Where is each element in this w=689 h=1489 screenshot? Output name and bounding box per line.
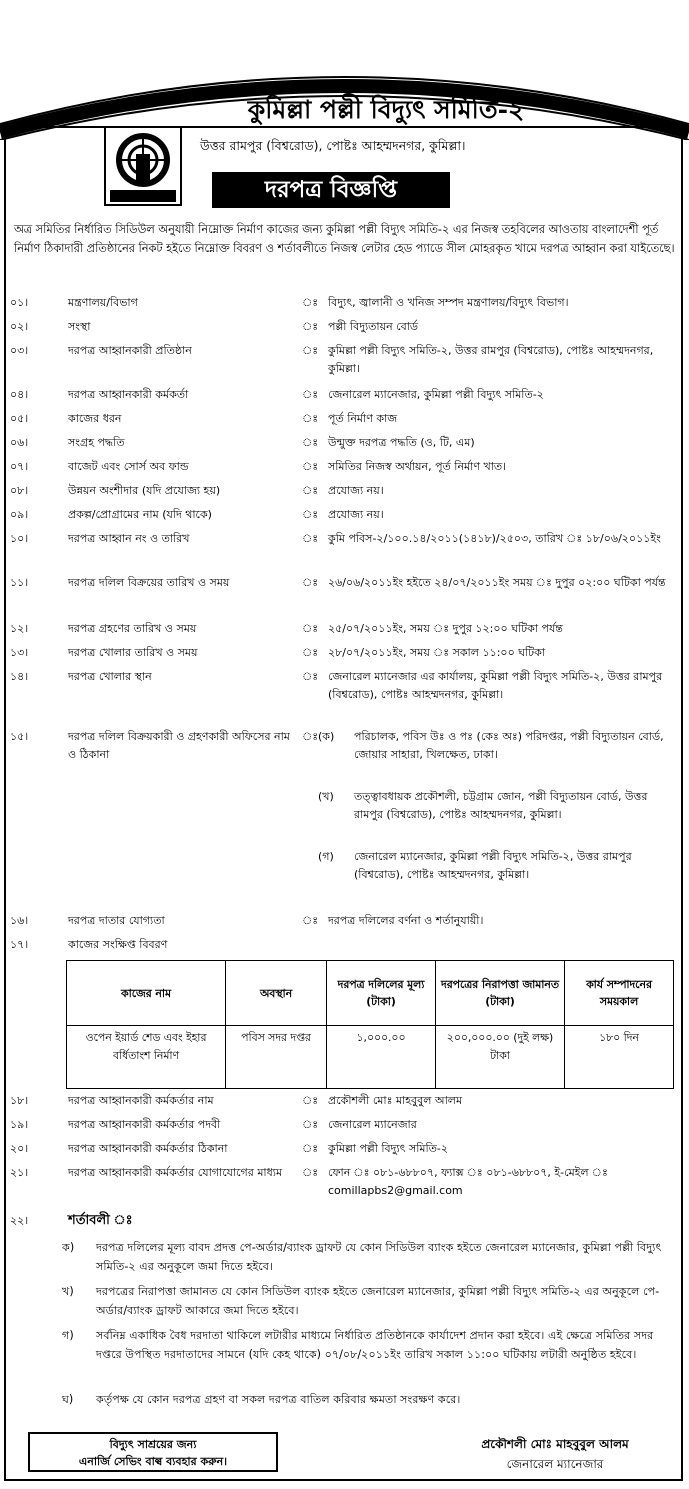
item-separator: ঃ [302,388,319,401]
item-separator: ঃ [302,320,319,333]
item-number: ০৭। [10,460,29,473]
item-value: উন্মুক্ত দরপত্র পদ্ধতি (ও, টি, এম) [328,436,475,449]
item-label: প্রকল্প/প্রোগ্রামের নাম (যদি থাকে) [68,508,212,521]
item-label: মন্ত্রণালয়/বিভাগ [68,296,138,309]
item-value: বিদ্যুৎ, জ্বালানী ও খনিজ সম্পদ মন্ত্রণালয়/বিদ্যুৎ বিভাগ। [328,296,569,309]
item-separator: ঃ [302,576,319,589]
item-label: সংস্থা [68,320,91,333]
energy-saving-line1: বিদ্যুৎ সাশ্রয়ের জন্য [109,1438,197,1451]
item-number: ১১। [10,576,29,589]
item-value: পল্লী বিদ্যুতায়ন বোর্ড [328,320,419,333]
item-number: ০৩। [10,344,29,357]
item-value: প্রযোজ্য নয়। [328,508,384,521]
item-label: দরপত্র আহ্বানকারী প্রতিষ্ঠান [68,344,192,357]
item-number: ০৬। [10,436,29,449]
item-number: ০৯। [10,508,29,521]
item-number: ১৪। [10,670,29,683]
item-separator: ঃ [302,1118,319,1131]
energy-saving-line2: এনার্জি সেভিং বাল্ব ব্যবহার করুন। [78,1455,228,1468]
condition-text: দরপত্র দলিলের মূল্য বাবদ প্রদত্ত পে-অর্ডার/ব্যাংক ড্রাফট যে কোন সিডিউল ব্যাংক হইতে জেনারেল ম্যানেজার, কুমিল্লা পল্লী বিদ্যুৎ সমিতি-২ এর অনুকূলে জমা দিতে হইবে। [96,1241,662,1273]
item-value: জেনারেল ম্যানেজার এর কার্যালয়, কুমিল্লা পল্লী বিদ্যুৎ সমিতি-২, উত্তর রামপুর (বিশ্বরোড), পোষ্টঃ আহম্মদনগর, কুমিল্লা। [328,670,663,701]
item-separator: ঃ [302,622,319,635]
item-separator: ঃ [302,670,319,683]
item-number: ০৮। [10,484,29,497]
item-separator: ঃ [302,914,319,927]
condition-marker: গ) [62,1329,74,1342]
intro-paragraph: অত্র সমিতির নির্ধারিত সিডিউল অনুযায়ী নিম্নোক্ত নির্মাণ কাজের জন্য কুমিল্লা পল্লী বিদ্যুৎ সমিতি-২ এর নিজস্ব তহবিলের আওতায় বাংলাদেশী পূর্ত নির্মাণ ঠিকাদারী প্রতিষ্ঠানের নিকট হইতে নিম্নোক্ত বিবরণ ও শর্তাবলীতে নিজস্ব লেটার হেড প্যাডে সীল মোহরকৃত খামে দরপত্র আহ্বান করা যাইতেছে। [14,223,675,255]
item-separator: ঃ [302,484,319,497]
item-label: দরপত্র দাতার যোগ্যতা [68,914,165,927]
signatory-title: জেনারেল ম্যানেজার [506,1457,604,1471]
item-number: ২১। [10,1166,29,1179]
col-completion-time: কার্য সম্পাদনের সময়কাল [565,961,674,1026]
table-header-row [67,961,674,1026]
item-value: পূর্ত নির্মাণ কাজ [328,412,398,425]
item-label: বাজেট এবং সোর্স অব ফান্ড [68,460,189,473]
item-label: উন্নয়ন অংশীদার (যদি প্রযোজ্য হয়) [68,484,221,497]
item-value: ২৮/০৭/২০১১ইং, সময় ঃ সকাল ১১:০০ ঘটিকা [328,646,546,659]
work-summary-table [66,960,674,1089]
item-separator: ঃ [302,1142,319,1155]
item-value: কুমিল্লা পল্লী বিদ্যুৎ সমিতি-২, উত্তর রামপুর (বিশ্বরোড), পোষ্টঃ আহম্মদনগর, কুমিল্লা। [328,344,654,375]
org-address: উত্তর রামপুর (বিশ্বরোড), পোষ্টঃ আহম্মদনগর, কুমিল্লা। [200,138,466,153]
item-separator: ঃ [302,1166,319,1179]
item-separator: ঃ [302,460,319,473]
item-label: দরপত্র আহ্বানকারী কর্মকর্তার পদবী [68,1118,221,1131]
item-value: ২৬/০৬/২০১১ইং হইতে ২৪/০৭/২০১১ইং সময় ঃ দুপুর ০২:০০ ঘটিকা পর্যন্ত [328,576,666,589]
item-separator: ঃ [302,296,319,309]
item-number: ১৮। [10,1094,29,1107]
condition-text: সর্বনিম্ন একাধিক বৈধ দরদাতা থাকিলে লটারীর মাধ্যমে নির্ধারিত প্রতিষ্ঠানকে কার্যাদেশ প্রদান করা হইবে। এই ক্ষেত্রে সমিতির সদর দপ্তরে উপস্থিত দরদাতাদের সামনে (যদি কেহ থাকে) ০৭/০৮/২০১১ইং তারিখ সকাল ১১:০০ ঘটিকায় লটারী অনুষ্ঠিত হইবে। [96,1329,654,1361]
item-label: দরপত্র গ্রহণের তারিখ ও সময় [68,622,197,635]
condition-text: দরপত্রের নিরাপত্তা জামানত যে কোন সিডিউল ব্যাংক হইতে জেনারেল ম্যানেজার, কুমিল্লা পল্লী বিদ্যুৎ সমিতি-২ এর অনুকূলে পে-অর্ডার/ব্যাংক ড্রাফট আকারে জমা দিতে হইবে। [96,1285,660,1317]
condition-marker: ঘ) [62,1393,74,1406]
item-separator: ঃ [302,646,319,659]
table-row [67,1026,674,1089]
item-number: ২২। [10,1214,29,1227]
item-label: কাজের ধরন [68,412,122,425]
signatory-name: প্রকৌশলী মোঃ মাহবুবুল আলম [481,1437,629,1451]
notice-title: দরপত্র বিজ্ঞপ্তি [212,172,450,208]
cell-location: পবিস সদর দপ্তর [226,1026,327,1089]
item-separator: ঃ [302,730,319,743]
item-label: দরপত্র আহ্বানকারী কর্মকর্তার যোগাযোগের মাধ্যম [68,1166,283,1179]
cell-work-name: ওপেন ইয়ার্ড শেড এবং ইহার বর্ধিতাংশ নির্মাণ [67,1026,226,1089]
item-label: কাজের সংক্ষিপ্ত বিবরণ [68,938,168,951]
item-number: ১০। [10,532,29,545]
item-number: ১২। [10,622,29,635]
cell-document-price: ১,০০০.০০ [327,1026,436,1089]
item-value: প্রযোজ্য নয়। [328,484,384,497]
item-separator: ঃ [302,412,319,425]
item-separator: ঃ [302,436,319,449]
item-separator: ঃ [302,1094,319,1107]
item-value: জেনারেল ম্যানেজার [328,1118,417,1131]
item-value: কুমি পবিস-২/১০০.১৪/২০১১(১৪১৮)/২৫০৩, তারিখ ঃ ১৮/০৬/২০১১ইং [328,532,661,545]
signature-block [430,1434,680,1474]
item-label: দরপত্র আহ্বানকারী কর্মকর্তার নাম [68,1094,214,1107]
item-value: দরপত্র দলিলের বর্ণনা ও শর্তানুযায়ী। [328,914,484,927]
item-value: ২৫/০৭/২০১১ইং, সময় ঃ দুপুর ১২:০০ ঘটিকা পর্যন্ত [328,622,563,635]
item-value: কুমিল্লা পল্লী বিদ্যুৎ সমিতি-২ [328,1142,449,1155]
office-marker: (খ) [318,790,334,803]
item-number: ০৪। [10,388,29,401]
item-number: ২০। [10,1142,29,1155]
item-number: ১৫। [10,730,29,743]
item-label: দরপত্র দলিল বিক্রয়কারী ও গ্রহণকারী অফিসের নাম ও ঠিকানা [68,730,290,761]
item-number: ০২। [10,320,29,333]
item-label: দরপত্র খোলার তারিখ ও সময় [68,646,198,659]
item-label: সংগ্রহ পদ্ধতি [68,436,125,449]
item-label: দরপত্র আহ্বান নং ও তারিখ [68,532,190,545]
col-work-name: কাজের নাম [67,961,226,1026]
org-logo [104,126,182,206]
condition-marker: খ) [62,1285,74,1298]
condition-text: কর্তৃপক্ষ যে কোন দরপত্র গ্রহণ বা সকল দরপত্র বাতিল করিবার ক্ষমতা সংরক্ষণ করে। [96,1393,461,1406]
office-marker: (ক) [318,730,335,743]
item-separator: ঃ [302,532,319,545]
office-marker: (গ) [318,850,334,863]
item-value: সমিতির নিজস্ব অর্থায়ন, পূর্ত নির্মাণ খাত। [328,460,507,473]
logo-emblem-icon [106,128,180,204]
office-address: জেনারেল ম্যানেজার, কুমিল্লা পল্লী বিদ্যুৎ সমিতি-২, উত্তর রামপুর (বিশ্বরোড), পোষ্টঃ আহম্মদনগর, কুমিল্লা। [354,850,632,881]
office-address: পরিচালক, পবিস উঃ ও পঃ (কেঃ অঃ) পরিদপ্তর, পল্লী বিদ্যুতায়ন বোর্ড, জোয়ার সাহারা, খিলক্ষেত, ঢাকা। [354,730,664,761]
energy-saving-box [28,1432,278,1472]
item-value: জেনারেল ম্যানেজার, কুমিল্লা পল্লী বিদ্যুৎ সমিতি-২ [328,388,544,401]
cell-security-deposit: ২০০,০০০.০০ (দুই লক্ষ) টাকা [436,1026,565,1089]
office-address: তত্ত্বাবধায়ক প্রকৌশলী, চট্টগ্রাম জোন, পল্লী বিদ্যুতায়ন বোর্ড, উত্তর রামপুর (বিশ্বরোড), পোষ্টঃ আহম্মদনগর, কুমিল্লা। [354,790,648,821]
col-location: অবস্থান [226,961,327,1026]
item-label: দরপত্র খোলার স্থান [68,670,152,683]
item-number: ১৩। [10,646,29,659]
item-label: দরপত্র আহ্বানকারী কর্মকর্তার ঠিকানা [68,1142,228,1155]
item-label: দরপত্র আহ্বানকারী কর্মকর্তা [68,388,189,401]
item-value: প্রকৌশলী মোঃ মাহবুবুল আলম [328,1094,463,1107]
item-value: ফোন ঃ ০৮১-৬৮৮০৭, ফ্যাক্স ঃ ০৮১-৬৮৮০৭, ই-মেইল ঃ comillapbs2@gmail.com [328,1166,608,1197]
cell-completion-time: ১৮০ দিন [565,1026,674,1089]
col-document-price: দরপত্র দলিলের মূল্য (টাকা) [327,961,436,1026]
item-number: ১৯। [10,1118,29,1131]
item-number: ০১। [10,296,29,309]
condition-marker: ক) [62,1241,75,1254]
item-separator: ঃ [302,508,319,521]
org-name: কুমিল্লা পল্লী বিদ্যুৎ সমিতি-২ [247,95,525,124]
item-number: ১৬। [10,914,29,927]
item-number: ১৭। [10,938,29,951]
item-label: দরপত্র দলিল বিক্রয়ের তারিখ ও সময় [68,576,230,589]
conditions-title: শর্তাবলী ঃ [68,1213,133,1228]
item-separator: ঃ [302,344,319,357]
item-number: ০৫। [10,412,29,425]
col-security-deposit: দরপত্রের নিরাপত্তা জামানত (টাকা) [436,961,565,1026]
